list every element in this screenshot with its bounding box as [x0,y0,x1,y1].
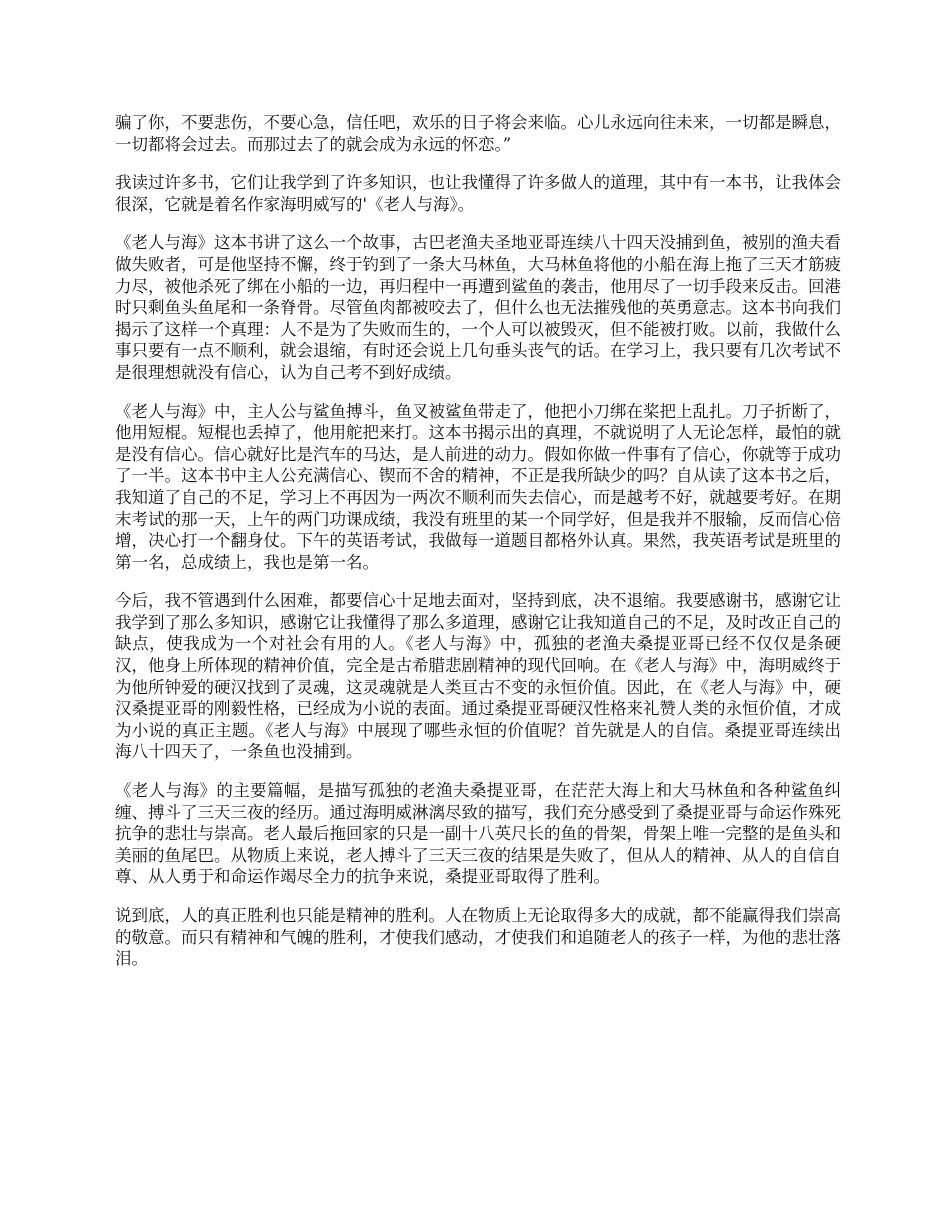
paragraph: 我读过许多书，它们让我学到了许多知识，也让我懂得了许多做人的道理，其中有一本书，让我体会很深，它就是着名作家海明威写的'《老人与海》。 [115,173,841,214]
paragraph: 说到底，人的真正胜利也只能是精神的胜利。人在物质上无论取得多大的成就，都不能赢得我们崇高的敬意。而只有精神和气魄的胜利，才使我们感动，才使我们和追随老人的孩子一样，为他的悲壮落泪。 [115,906,841,969]
paragraph: 骗了你，不要悲伤，不要心急，信任吧，欢乐的日子将会来临。心儿永远向往未来，一切都是瞬息，一切都将会过去。而那过去了的就会成为永远的怀恋。” [115,113,841,154]
paragraph: 《老人与海》这本书讲了这么一个故事，古巴老渔夫圣地亚哥连续八十四天没捕到鱼，被别的渔夫看做失败者，可是他坚持不懈，终于钓到了一条大马林鱼，大马林鱼将他的小船在海上拖了三天才筋疲力尽，被他杀死了绑在小船的一边，再归程中一再遭到鲨鱼的袭击，他用尽了一切手段来反击。回港时只剩鱼头鱼尾和一条脊骨。尽管鱼肉都被咬去了，但什么也无法摧残他的英勇意志。这本书向我们揭示了这样一个真理：人不是为了失败而生的，一个人可以被毁灭，但不能被打败。以前，我做什么事只要有一点不顺利，就会退缩，有时还会说上几句垂头丧气的话。在学习上，我只要有几次考试不是很理想就没有信心，认为自己考不到好成绩。 [115,233,841,382]
document-body [115,112,841,987]
paragraph: 《老人与海》的主要篇幅，是描写孤独的老渔夫桑提亚哥，在茫茫大海上和大马林鱼和各种鲨鱼纠缠、搏斗了三天三夜的经历。通过海明威淋漓尽致的描写，我们充分感受到了桑提亚哥与命运作殊死抗争的悲壮与崇高。老人最后拖回家的只是一副十八英尺长的鱼的骨架，骨架上唯一完整的是鱼头和美丽的鱼尾巴。从物质上来说，老人搏斗了三天三夜的结果是失败了，但从人的精神、从人的自信自尊、从人勇于和命运作竭尽全力的抗争来说，桑提亚哥取得了胜利。 [115,781,841,887]
paragraph: 今后，我不管遇到什么困难，都要信心十足地去面对，坚持到底，决不退缩。我要感谢书，感谢它让我学到了那么多知识，感谢它让我懂得了那么多道理，感谢它让我知道自己的不足，及时改正自己的缺点，使我成为一个对社会有用的人。《老人与海》中，孤独的老渔夫桑提亚哥已经不仅仅是条硬汉，他身上所体现的精神价值，完全是古希腊悲剧精神的现代回响。在《老人与海》中，海明威终于为他所钟爱的硬汉找到了灵魂，这灵魂就是人类亘古不变的永恒价值。因此，在《老人与海》中，硬汉桑提亚哥的刚毅性格，已经成为小说的表面。通过桑提亚哥硬汉性格来礼赞人类的永恒价值，才成为小说的真正主题。《老人与海》中展现了哪些永恒的价值呢？首先就是人的自信。桑提亚哥连续出海八十四天了，一条鱼也没捕到。 [115,591,841,762]
paragraph: 《老人与海》中，主人公与鲨鱼搏斗，鱼叉被鲨鱼带走了，他把小刀绑在桨把上乱扎。刀子折断了，他用短棍。短棍也丢掉了，他用舵把来打。这本书揭示出的真理，不就说明了人无论怎样，最怕的就是没有信心。信心就好比是汽车的马达，是人前进的动力。假如你做一件事有了信心，你就等于成功了一半。这本书中主人公充满信心、锲而不舍的精神，不正是我所缺少的吗？自从读了这本书之后，我知道了自己的不足，学习上不再因为一两次不顺利而失去信心，而是越考不好，就越要考好。在期末考试的那一天，上午的两门功课成绩，我没有班里的某一个同学好，但是我并不服输，反而信心倍增，决心打一个翻身仗。下午的英语考试，我做每一道题目都格外认真。果然，我英语考试是班里的第一名，总成绩上，我也是第一名。 [115,401,841,572]
